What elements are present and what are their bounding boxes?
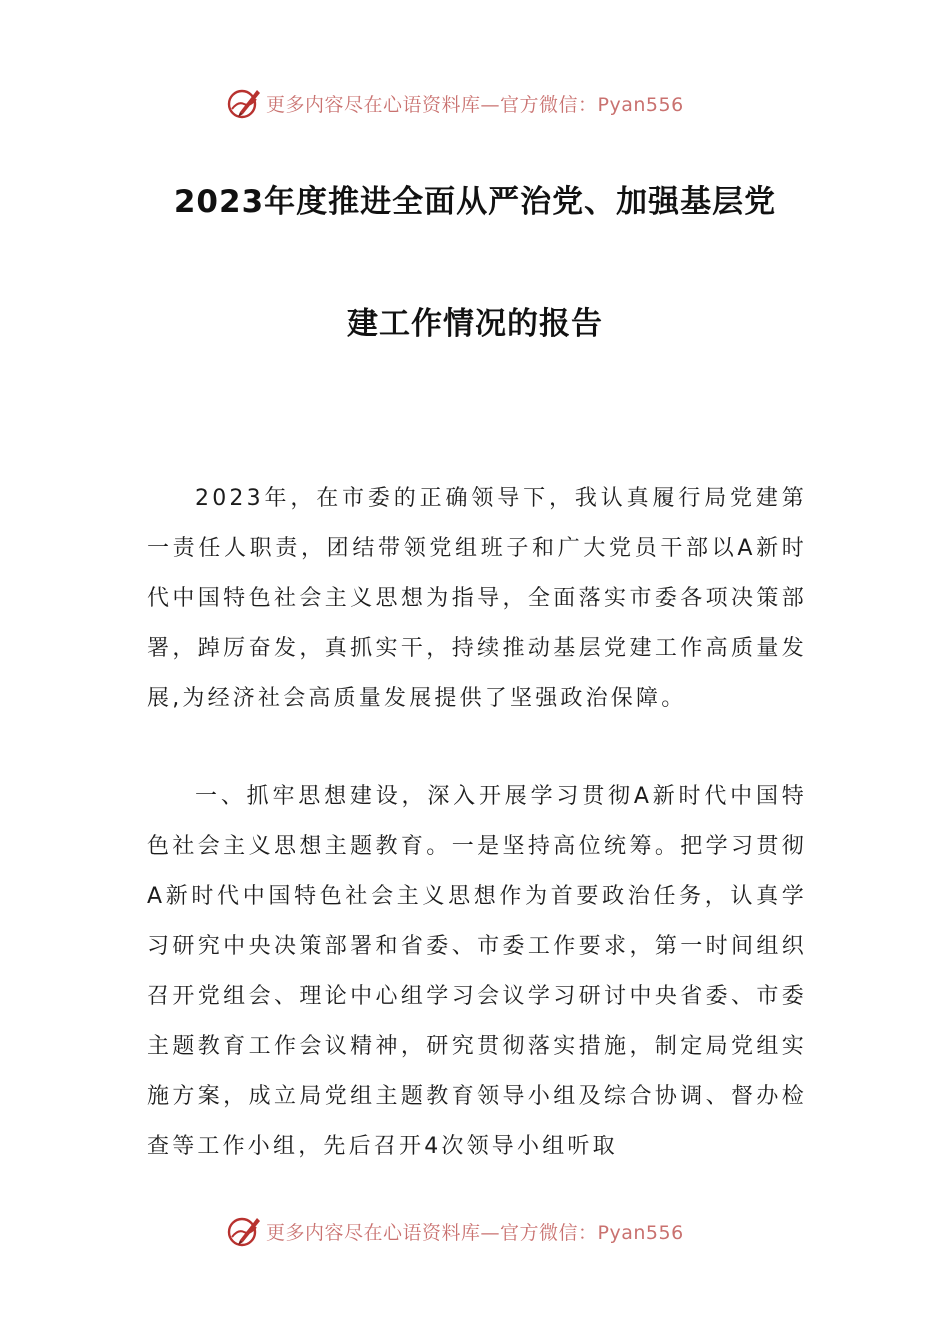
paragraph-1: 2023年，在市委的正确领导下，我认真履行局党建第一责任人职责，团结带领党组班子和广大党员干部以A新时代中国特色社会主义思想为指导，全面落实市委各项决策部署，踔厉奋发，真抓实干，持续推动基层党建工作高质量发展,为经济社会高质量发展提供了坚强政治保障。 [147,486,807,711]
pen-logo-icon [226,85,262,121]
paragraph-2: 一、抓牢思想建设，深入开展学习贯彻A新时代中国特色社会主义思想主题教育。一是坚持高位统筹。把学习贯彻A新时代中国特色社会主义思想作为首要政治任务，认真学习研究中央决策部署和省委、市委工作要求，第一时间组织召开党组会、理论中心组学习会议学习研讨中央省委、市委主题教育工作会议精神，研究贯彻落实措施，制定局党组实施方案，成立局党组主题教育领导小组及综合协调、督办检查等工作小组，先后召开4次领导小组听取 [147,784,807,1159]
document-title-line-2: 建工作情况的报告 [347,306,603,342]
document-title-line-1: 2023年度推进全面从严治党、加强基层党 [173,184,777,220]
watermark-banner-bottom [226,1211,684,1251]
watermark-text: 更多内容尽在心语资料库—官方微信： [266,1221,598,1244]
watermark-banner-top [226,83,684,123]
watermark-wechat-id: Pyan556 [597,93,684,116]
pen-logo-icon [226,1213,262,1249]
watermark-wechat-id: Pyan556 [597,1221,684,1244]
watermark-text: 更多内容尽在心语资料库—官方微信： [266,93,598,116]
